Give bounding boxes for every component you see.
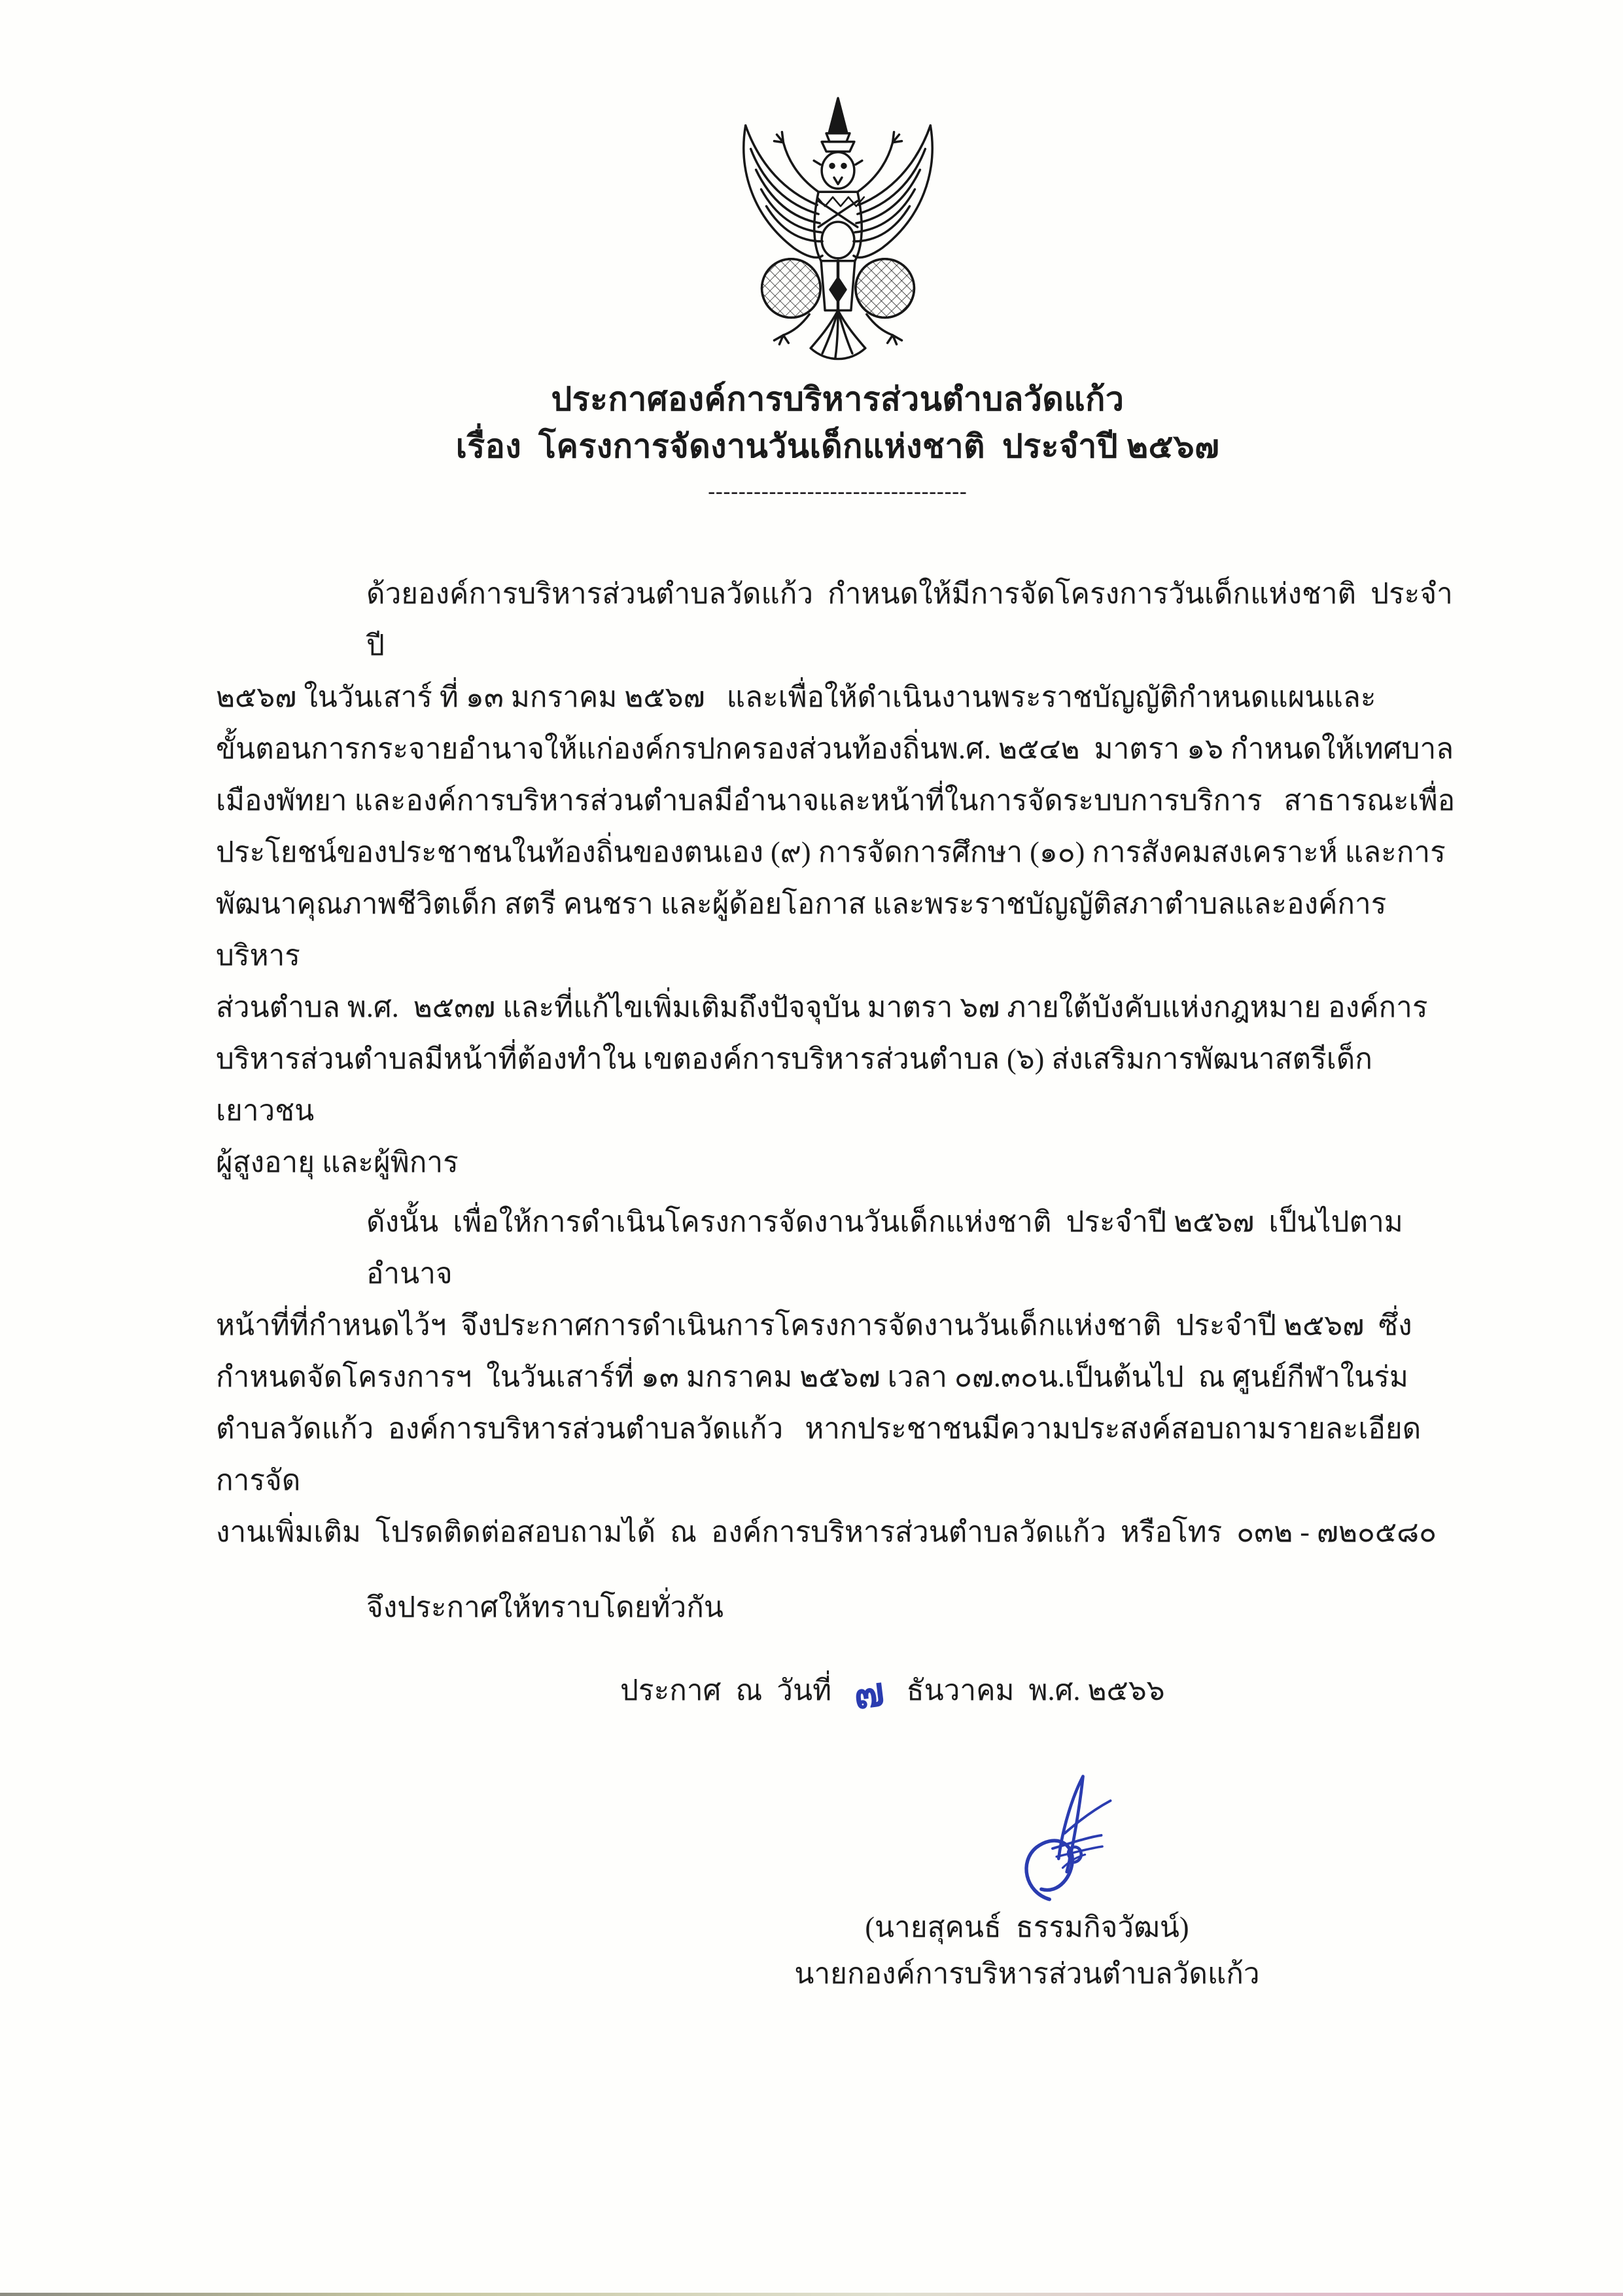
body-line: เมืองพัทยา และองค์การบริหารส่วนตำบลมีอำนาจและหน้าที่ในการจัดระบบการบริการ สาธารณะเพื่อ xyxy=(216,785,1456,817)
signer-name: (นายสุคนธ์ ธรรมกิจวัฒน์) xyxy=(865,1911,1189,1943)
document-subject: เรื่อง โครงการจัดงานวันเด็กแห่งชาติ ประจำปี ๒๕๖๗ xyxy=(455,428,1220,465)
signer-position: นายกองค์การบริหารส่วนตำบลวัดแก้ว xyxy=(794,1958,1260,1990)
body-line: ๒๕๖๗ ในวันเสาร์ ที่ ๑๓ มกราคม ๒๕๖๗ และเพื่อให้ดำเนินงานพระราชบัญญัติกำหนดแผนและ xyxy=(216,681,1376,713)
handwritten-day: ๗ xyxy=(850,1667,887,1719)
garuda-emblem xyxy=(714,93,962,366)
announcement-date-line xyxy=(620,1665,1459,1719)
body-line: ผู้สูงอายุ และผู้พิการ xyxy=(216,1146,459,1178)
body-line: หน้าที่ที่กำหนดไว้ฯ จึงประกาศการดำเนินการโครงการจัดงานวันเด็กแห่งชาติ ประจำปี ๒๕๖๗ ซึ่ง xyxy=(216,1309,1412,1341)
body-line: ด้วยองค์การบริหารส่วนตำบลวัดแก้ว กำหนดให้มีการจัดโครงการวันเด็กแห่งชาติ ประจำปี xyxy=(366,578,1453,662)
body-line: พัฒนาคุณภาพชีวิตเด็ก สตรี คนชรา และผู้ด้อยโอกาส และพระราชบัญญัติสภาตำบลและองค์การบริหาร xyxy=(216,888,1387,972)
signature-scribble xyxy=(1000,1771,1137,1903)
emblem-container xyxy=(216,93,1459,366)
dashed-separator: ---------------------------------- xyxy=(708,479,968,503)
body-line: จึงประกาศให้ทราบโดยทั่วกัน xyxy=(366,1591,724,1623)
scan-edge-artifact xyxy=(0,2293,1623,2296)
body-line: ตำบลวัดแก้ว องค์การบริหารส่วนตำบลวัดแก้ว หากประชาชนมีความประสงค์สอบถามรายละเอียดการจัด xyxy=(216,1413,1422,1496)
body-line: ส่วนตำบล พ.ศ. ๒๕๓๗ และที่แก้ไขเพิ่มเติมถึงปัจจุบัน มาตรา ๖๗ ภายใต้บังคับแห่งกฎหมาย องค์การ xyxy=(216,991,1428,1023)
body-line: บริหารส่วนตำบลมีหน้าที่ต้องทำใน เขตองค์การบริหารส่วนตำบล (๖) ส่งเสริมการพัฒนาสตรีเด็ก เยาวชน xyxy=(216,1043,1380,1127)
paragraph-1 xyxy=(216,568,1459,1188)
body-line: กำหนดจัดโครงการฯ ในวันเสาร์ที่ ๑๓ มกราคม ๒๕๖๗ เวลา ๐๗.๓๐น.เป็นต้นไป ณ ศูนย์กีฬาในร่ม xyxy=(216,1361,1408,1393)
body-line: ขั้นตอนการกระจายอำนาจให้แก่องค์กรปกครองส่วนท้องถิ่นพ.ศ. ๒๕๔๒ มาตรา ๑๖ กำหนดให้เทศบาล xyxy=(216,733,1454,765)
closing-statement xyxy=(216,1581,1459,1633)
body-line: งานเพิ่มเติม โปรดติดต่อสอบถามได้ ณ องค์การบริหารส่วนตำบลวัดแก้ว หรือโทร ๐๓๒ - ๗๒๐๕๘๐ xyxy=(216,1516,1437,1548)
body-line: ประโยชน์ของประชาชนในท้องถิ่นของตนเอง (๙) การจัดการศึกษา (๑๐) การสังคมสงเคราะห์ และการ xyxy=(216,836,1446,868)
signature-block xyxy=(792,1771,1263,1998)
date-suffix: ธันวาคม พ.ศ. ๒๕๖๖ xyxy=(906,1674,1165,1706)
title-block xyxy=(216,376,1459,506)
body-line: ดังนั้น เพื่อให้การดำเนินโครงการจัดงานวันเด็กแห่งชาติ ประจำปี ๒๕๖๗ เป็นไปตามอำนาจ xyxy=(366,1206,1403,1290)
document-title: ประกาศองค์การบริหารส่วนตำบลวัดแก้ว xyxy=(551,381,1125,417)
date-prefix: ประกาศ ณ วันที่ xyxy=(620,1674,832,1706)
paragraph-2 xyxy=(216,1196,1459,1558)
